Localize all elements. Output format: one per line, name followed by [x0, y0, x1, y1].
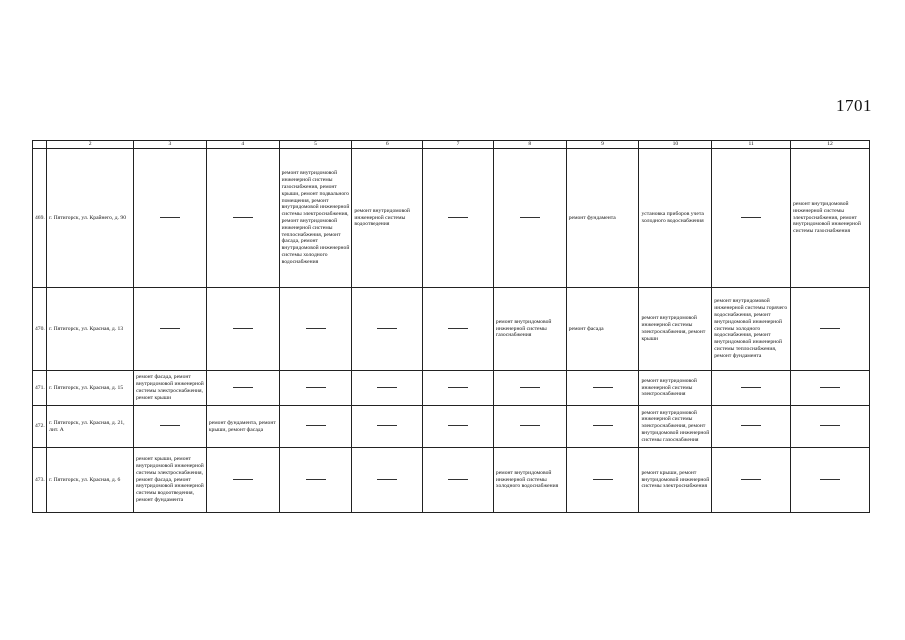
cell-col-5: [279, 448, 352, 513]
cell-col-6: [352, 288, 423, 371]
cell-col-11: ремонт внутридомовой инженерной системы горячего водоснабжения, ремонт внутридомовой инженерной системы холодного водоснабжения, ремонт внутридомовой инженерной системы теплоснабжения, ремонт фундамента: [712, 288, 791, 371]
cell-col-12: [791, 288, 870, 371]
cell-col-8: [493, 406, 566, 448]
header-cell: 7: [423, 141, 494, 149]
table-row: [33, 149, 870, 288]
cell-col-7: [423, 406, 494, 448]
dash-mark: [741, 425, 761, 426]
cell-col-10: ремонт внутридомовой инженерной системы электроснабжения: [639, 371, 712, 406]
header-cell: 2: [47, 141, 134, 149]
header-cell: 10: [639, 141, 712, 149]
dash-mark: [520, 217, 540, 218]
dash-mark: [233, 387, 253, 388]
row-number: 471.: [33, 371, 47, 406]
dash-mark: [448, 425, 468, 426]
table-row: [33, 448, 870, 513]
dash-mark: [160, 217, 180, 218]
row-address: г. Пятигорск, ул. Крайнего, д. 90: [47, 149, 134, 288]
dash-mark: [233, 479, 253, 480]
cell-col-11: [712, 371, 791, 406]
dash-mark: [448, 217, 468, 218]
cell-col-8: [493, 149, 566, 288]
dash-mark: [233, 328, 253, 329]
dash-mark: [448, 387, 468, 388]
row-number: 470.: [33, 288, 47, 371]
dash-mark: [448, 479, 468, 480]
cell-col-6: [352, 448, 423, 513]
dash-mark: [593, 425, 613, 426]
cell-col-6: ремонт внутридомовой инженерной системы водоотведения: [352, 149, 423, 288]
cell-col-9: [566, 406, 639, 448]
dash-mark: [306, 425, 326, 426]
dash-mark: [593, 387, 613, 388]
cell-col-7: [423, 448, 494, 513]
cell-col-4: ремонт фундамента, ремонт крыши, ремонт фасада: [206, 406, 279, 448]
cell-col-3: ремонт фасада, ремонт внутридомовой инженерной системы электроснабжения, ремонт крыши: [134, 371, 207, 406]
dash-mark: [820, 328, 840, 329]
cell-col-10: установка приборов учета холодного водоснабжения: [639, 149, 712, 288]
cell-col-5: [279, 406, 352, 448]
cell-col-5: [279, 288, 352, 371]
cell-col-4: [206, 288, 279, 371]
cell-col-12: ремонт внутридомовой инженерной системы электроснабжения, ремонт внутридомовой инженерной системы газоснабжения: [791, 149, 870, 288]
cell-col-11: [712, 149, 791, 288]
dash-mark: [520, 425, 540, 426]
cell-col-10: ремонт крыши, ремонт внутридомовой инженерной системы электроснабжения: [639, 448, 712, 513]
cell-col-8: ремонт внутридомовой инженерной системы газоснабжения: [493, 288, 566, 371]
header-cell: 9: [566, 141, 639, 149]
dash-mark: [306, 387, 326, 388]
header-cell: 6: [352, 141, 423, 149]
cell-col-3: ремонт крыши, ремонт внутридомовой инженерной системы электроснабжения, ремонт фасада, ремонт внутридомовой инженерной системы водоотведения, ремонт фундамента: [134, 448, 207, 513]
cell-col-9: [566, 371, 639, 406]
table-row: [33, 371, 870, 406]
header-cell: 4: [206, 141, 279, 149]
cell-col-11: [712, 406, 791, 448]
dash-mark: [306, 328, 326, 329]
cell-col-9: ремонт фундамента: [566, 149, 639, 288]
cell-col-12: [791, 406, 870, 448]
cell-col-8: [493, 371, 566, 406]
row-address: г. Пятигорск, ул. Красная, д. 15: [47, 371, 134, 406]
cell-col-3: [134, 288, 207, 371]
cell-col-5: ремонт внутридомовой инженерной системы газоснабжения, ремонт крыши, ремонт подвального помещения, ремонт внутридомовой инженерной системы электроснабжения, ремонт внутридомовой инженерной системы теплоснабжения, ремонт фасада, ремонт внутридомовой инженерной системы холодного водоснабжения: [279, 149, 352, 288]
dash-mark: [377, 328, 397, 329]
dash-mark: [448, 328, 468, 329]
cell-col-9: ремонт фасада: [566, 288, 639, 371]
dash-mark: [377, 425, 397, 426]
row-address: г. Пятигорск, ул. Красная, д. 6: [47, 448, 134, 513]
table-row: [33, 406, 870, 448]
cell-col-9: [566, 448, 639, 513]
cell-col-11: [712, 448, 791, 513]
row-address: г. Пятигорск, ул. Красная, д. 13: [47, 288, 134, 371]
row-address: г. Пятигорск, ул. Красная, д. 21, лит. А: [47, 406, 134, 448]
dash-mark: [160, 425, 180, 426]
cell-col-12: [791, 371, 870, 406]
dash-mark: [820, 479, 840, 480]
dash-mark: [160, 328, 180, 329]
cell-col-4: [206, 149, 279, 288]
header-cell: 12: [791, 141, 870, 149]
cell-col-4: [206, 371, 279, 406]
header-cell: [33, 141, 47, 149]
header-cell: 3: [134, 141, 207, 149]
dash-mark: [377, 479, 397, 480]
row-number: 473.: [33, 448, 47, 513]
page-number: 1701: [836, 96, 872, 115]
cell-col-6: [352, 406, 423, 448]
dash-mark: [233, 217, 253, 218]
cell-col-4: [206, 448, 279, 513]
dash-mark: [741, 217, 761, 218]
cell-col-10: ремонт внутридомовой инженерной системы электроснабжения, ремонт крыши: [639, 288, 712, 371]
cell-col-3: [134, 406, 207, 448]
header-cell: 5: [279, 141, 352, 149]
dash-mark: [520, 387, 540, 388]
dash-mark: [741, 479, 761, 480]
row-number: 469.: [33, 149, 47, 288]
cell-col-6: [352, 371, 423, 406]
cell-col-8: ремонт внутридомовой инженерной системы холодного водоснабжения: [493, 448, 566, 513]
works-table: [32, 140, 870, 513]
row-number: 472.: [33, 406, 47, 448]
dash-mark: [377, 387, 397, 388]
cell-col-5: [279, 371, 352, 406]
dash-mark: [820, 425, 840, 426]
cell-col-10: ремонт внутридомовой инженерной системы электроснабжения, ремонт внутридомовой инженерной системы газоснабжения: [639, 406, 712, 448]
dash-mark: [741, 387, 761, 388]
cell-col-12: [791, 448, 870, 513]
cell-col-3: [134, 149, 207, 288]
cell-col-7: [423, 288, 494, 371]
dash-mark: [820, 387, 840, 388]
table-header-row: [33, 141, 870, 149]
cell-col-7: [423, 371, 494, 406]
dash-mark: [306, 479, 326, 480]
header-cell: 8: [493, 141, 566, 149]
dash-mark: [593, 479, 613, 480]
header-cell: 11: [712, 141, 791, 149]
cell-col-7: [423, 149, 494, 288]
table-row: [33, 288, 870, 371]
